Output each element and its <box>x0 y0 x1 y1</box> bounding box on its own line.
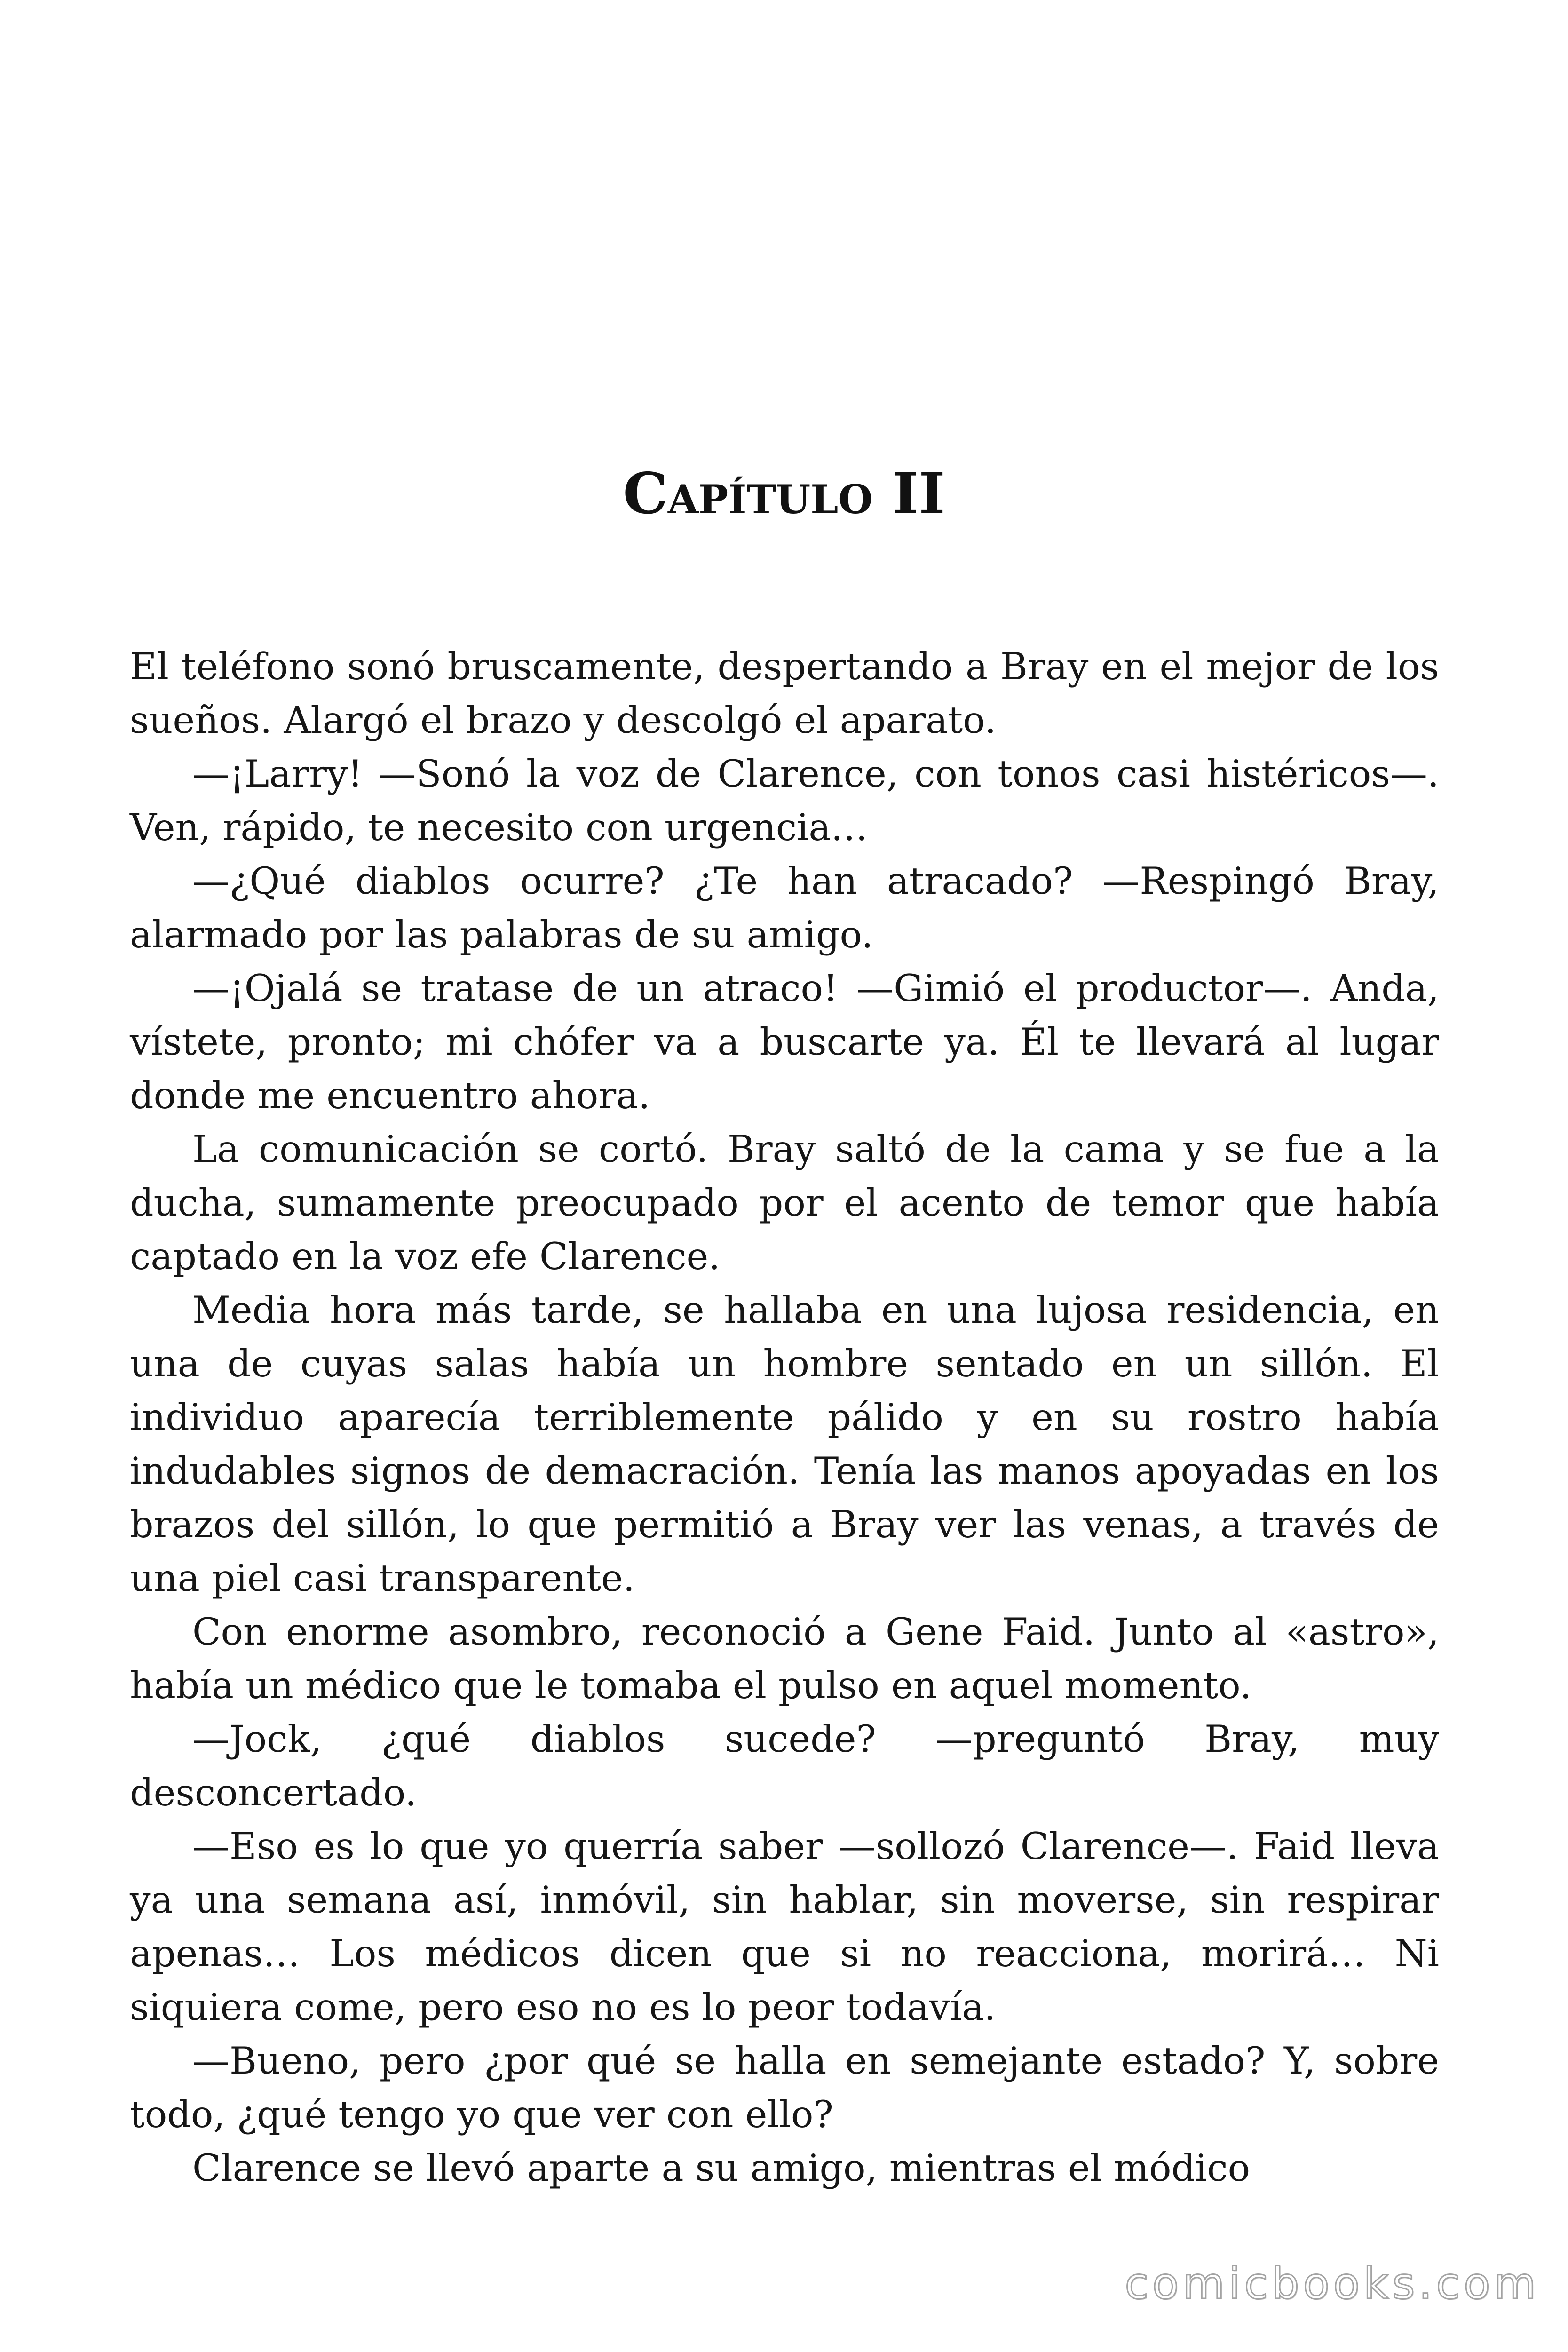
paragraph: —Bueno, pero ¿por qué se halla en semejante estado? Y, sobre todo, ¿qué tengo yo que ver con ello? <box>130 2039 1439 2136</box>
paragraph: El teléfono sonó bruscamente, despertando a Bray en el mejor de los sueños. Alargó el brazo y descolgó el aparato. <box>130 645 1439 742</box>
paragraph: La comunicación se cortó. Bray saltó de la cama y se fue a la ducha, sumamente preocupado por el acento de temor que había captado en la voz efe Clarence. <box>130 1128 1439 1278</box>
paragraph: Con enorme asombro, reconoció a Gene Faid. Junto al «astro», había un médico que le tomaba el pulso en aquel momento. <box>130 1610 1439 1707</box>
paragraph: —Jock, ¿qué diablos sucede? —preguntó Bray, muy desconcertado. <box>130 1717 1439 1814</box>
paragraph: —¿Qué diablos ocurre? ¿Te han atracado? —Respingó Bray, alarmado por las palabras de su amigo. <box>130 859 1439 956</box>
chapter-title: Capítulo II <box>623 461 945 527</box>
paragraph: —¡Larry! —Sonó la voz de Clarence, con tonos casi histéricos—. Ven, rápido, te necesito con urgencia… <box>130 752 1439 849</box>
paragraph: —¡Ojalá se tratase de un atraco! —Gimió el productor—. Anda, vístete, pronto; mi chófer va a buscarte ya. Él te llevará al lugar donde me encuentro ahora. <box>130 967 1439 1117</box>
watermark: comicbooks.com <box>1125 2258 1540 2309</box>
paragraph: Media hora más tarde, se hallaba en una lujosa residencia, en una de cuyas salas había un hombre sentado en un sillón. El individuo aparecía terriblemente pálido y en su rostro había indudables signos de demacración. Tenía las manos apoyadas en los brazos del sillón, lo que permitió a Bray ver las venas, a través de una piel casi transparente. <box>130 1288 1439 1600</box>
paragraph: —Eso es lo que yo querría saber —sollozó Clarence—. Faid lleva ya una semana así, inmóvil, sin hablar, sin moverse, sin respirar apenas… Los médicos dicen que si no reacciona, morirá… Ni siquiera come, pero eso no es lo peor todavía. <box>130 1825 1439 2029</box>
paragraph: Clarence se llevó aparte a su amigo, mientras el módico <box>192 2146 1251 2190</box>
chapter-body <box>130 640 1439 2195</box>
